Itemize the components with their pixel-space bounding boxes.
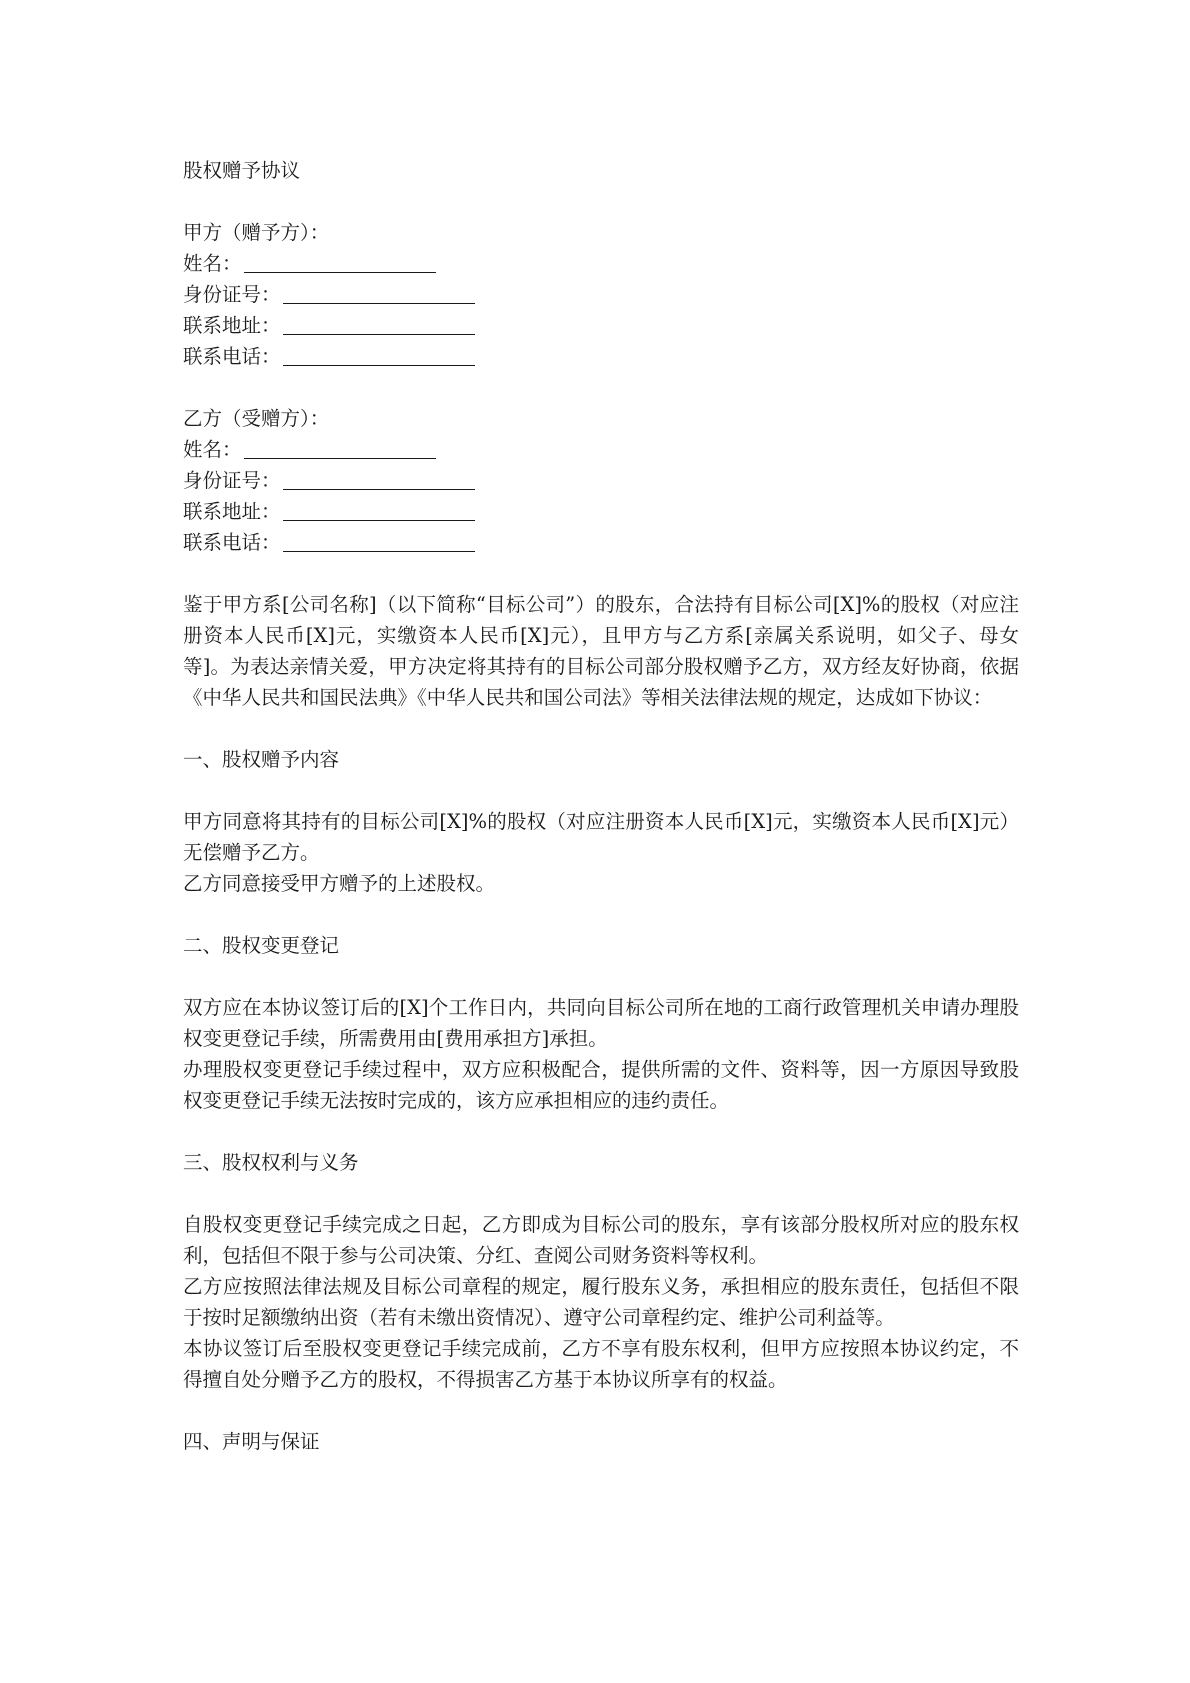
- party-b-address-label: 联系地址：: [183, 500, 281, 523]
- preamble-paragraph: 鉴于甲方系[公司名称]（以下简称“目标公司”）的股东，合法持有目标公司[X]%的股权（对应注册资本人民币[X]元，实缴资本人民币[X]元），且甲方与乙方系[亲属关系说明，如父子、母女等]。为表达亲情关爱，甲方决定将其持有的目标公司部分股权赠予乙方，双方经友好协商，依据《中华人民共和国民法典》《中华人民共和国公司法》等相关法律法规的规定，达成如下协议：: [183, 593, 1019, 709]
- party-a-phone-field: [183, 341, 1019, 372]
- document-title: 股权赠予协议: [183, 159, 301, 182]
- section-3-paragraph-2: 乙方应按照法律法规及目标公司章程的规定，履行股东义务，承担相应的股东责任，包括但不限于按时足额缴纳出资（若有未缴出资情况）、遵守公司章程约定、维护公司利益等。: [183, 1275, 1019, 1329]
- section-1-paragraph-1: 甲方同意将其持有的目标公司[X]%的股权（对应注册资本人民币[X]元，实缴资本人民币[X]元）无偿赠予乙方。: [183, 810, 1019, 864]
- section-4-heading: 四、声明与保证: [183, 1430, 320, 1453]
- party-b-name-field: [183, 434, 1019, 465]
- party-a-name-field: [183, 248, 1019, 279]
- party-b-name-label: 姓名：: [183, 438, 242, 461]
- party-a-id-blank: [283, 285, 475, 304]
- party-b-name-blank: [244, 440, 436, 459]
- section-3-paragraph-3: 本协议签订后至股权变更登记手续完成前，乙方不享有股东权利，但甲方应按照本协议约定，不得擅自处分赠予乙方的股权，不得损害乙方基于本协议所享有的权益。: [183, 1337, 1019, 1391]
- document-page: [183, 155, 1019, 1457]
- party-a-address-field: [183, 310, 1019, 341]
- party-a-phone-label: 联系电话：: [183, 345, 281, 368]
- party-b-phone-field: [183, 527, 1019, 558]
- party-b-id-field: [183, 465, 1019, 496]
- party-a-heading: 甲方（赠予方）：: [183, 221, 330, 244]
- section-2-paragraph-2: 办理股权变更登记手续过程中，双方应积极配合，提供所需的文件、资料等，因一方原因导致股权变更登记手续无法按时完成的，该方应承担相应的违约责任。: [183, 1058, 1019, 1112]
- party-a-address-label: 联系地址：: [183, 314, 281, 337]
- party-b-id-blank: [283, 471, 475, 490]
- party-a-id-label: 身份证号：: [183, 283, 281, 306]
- party-b-id-label: 身份证号：: [183, 469, 281, 492]
- section-3-paragraph-1: 自股权变更登记手续完成之日起，乙方即成为目标公司的股东，享有该部分股权所对应的股东权利，包括但不限于参与公司决策、分红、查阅公司财务资料等权利。: [183, 1213, 1019, 1267]
- party-a-phone-blank: [283, 347, 475, 366]
- party-b-phone-label: 联系电话：: [183, 531, 281, 554]
- section-2-paragraph-1: 双方应在本协议签订后的[X]个工作日内，共同向目标公司所在地的工商行政管理机关申请办理股权变更登记手续，所需费用由[费用承担方]承担。: [183, 996, 1019, 1050]
- party-a-address-blank: [283, 316, 475, 335]
- party-a-name-blank: [244, 254, 436, 273]
- section-1-paragraph-2: 乙方同意接受甲方赠予的上述股权。: [183, 872, 496, 895]
- party-b-heading: 乙方（受赠方）：: [183, 407, 330, 430]
- section-2-heading: 二、股权变更登记: [183, 934, 340, 957]
- party-a-id-field: [183, 279, 1019, 310]
- section-3-heading: 三、股权权利与义务: [183, 1151, 359, 1174]
- party-b-address-blank: [283, 502, 475, 521]
- section-1-heading: 一、股权赠予内容: [183, 748, 340, 771]
- party-a-name-label: 姓名：: [183, 252, 242, 275]
- party-b-phone-blank: [283, 533, 475, 552]
- party-b-address-field: [183, 496, 1019, 527]
